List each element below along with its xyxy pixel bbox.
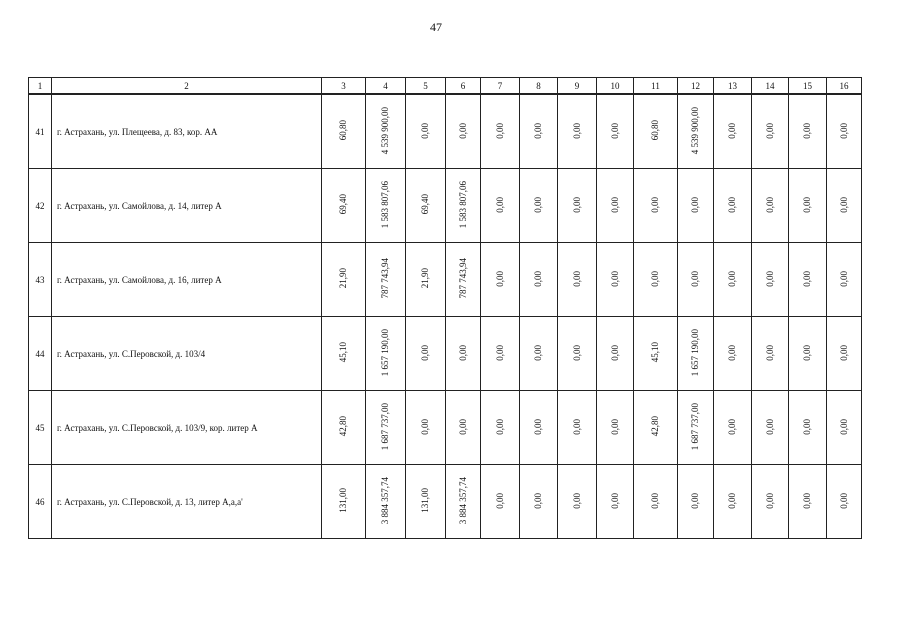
value-text: 0,00 (494, 196, 505, 213)
value-cell (520, 391, 558, 465)
value-cell (322, 317, 366, 391)
value-cell (322, 465, 366, 539)
column-header: 6 (446, 78, 481, 95)
value-text: 0,00 (571, 344, 582, 361)
value-cell (714, 243, 752, 317)
value-text: 0,00 (802, 122, 812, 139)
value-cell (678, 94, 714, 169)
value-cell (789, 243, 827, 317)
value-cell (634, 94, 678, 169)
address-cell: г. Астрахань, ул. С.Перовской, д. 103/9, кор. литер А (52, 391, 322, 465)
row-number: 43 (29, 243, 52, 317)
value-cell (714, 391, 752, 465)
column-header: 11 (634, 78, 678, 95)
value-cell (752, 94, 789, 169)
value-text: 4 539 900,00 (380, 106, 390, 155)
value-cell (789, 94, 827, 169)
value-text: 0,00 (494, 344, 505, 361)
column-header: 10 (597, 78, 634, 95)
address-cell: г. Астрахань, ул. С.Перовской, д. 13, литер А,а,а' (52, 465, 322, 539)
value-cell (558, 169, 597, 243)
value-cell (481, 465, 520, 539)
value-text: 0,00 (690, 492, 700, 509)
table-row (29, 317, 862, 391)
value-cell (752, 169, 789, 243)
value-cell (678, 317, 714, 391)
value-cell (597, 465, 634, 539)
value-cell (366, 243, 406, 317)
value-cell (789, 169, 827, 243)
value-text: 0,00 (838, 122, 849, 139)
table-row (29, 243, 862, 317)
value-text: 0,00 (727, 344, 737, 361)
value-cell (597, 391, 634, 465)
value-text: 0,00 (571, 196, 582, 213)
value-text: 0,00 (609, 196, 620, 213)
value-cell (446, 465, 481, 539)
table-header-row (29, 78, 862, 95)
value-cell (406, 169, 446, 243)
value-cell (446, 391, 481, 465)
value-cell (634, 465, 678, 539)
value-text: 45,10 (338, 342, 348, 363)
value-text: 1 657 190,00 (380, 328, 390, 377)
value-text: 0,00 (838, 492, 849, 509)
value-cell (634, 317, 678, 391)
value-cell (481, 317, 520, 391)
value-text: 787 743,94 (380, 258, 390, 299)
value-text: 0,00 (609, 344, 620, 361)
value-cell (406, 317, 446, 391)
value-cell (752, 465, 789, 539)
value-text: 0,00 (727, 196, 737, 213)
row-number: 44 (29, 317, 52, 391)
value-text: 0,00 (764, 122, 775, 139)
value-cell (558, 94, 597, 169)
column-header: 15 (789, 78, 827, 95)
value-cell (481, 94, 520, 169)
value-cell (789, 317, 827, 391)
value-text: 0,00 (727, 418, 737, 435)
address-cell: г. Астрахань, ул. Самойлова, д. 16, литер А (52, 243, 322, 317)
table-row (29, 391, 862, 465)
value-cell (322, 243, 366, 317)
value-cell (366, 465, 406, 539)
value-text: 0,00 (420, 418, 430, 435)
value-text: 0,00 (690, 270, 700, 287)
value-text: 0,00 (457, 344, 468, 361)
column-header: 5 (406, 78, 446, 95)
column-header: 12 (678, 78, 714, 95)
value-text: 0,00 (764, 492, 775, 509)
value-text: 3 884 357,74 (457, 476, 468, 525)
value-text: 0,00 (838, 196, 849, 213)
value-text: 131,00 (338, 488, 348, 513)
value-cell (366, 169, 406, 243)
value-text: 0,00 (571, 418, 582, 435)
value-text: 21,90 (420, 268, 430, 289)
value-text: 0,00 (650, 492, 660, 509)
value-text: 0,00 (571, 492, 582, 509)
value-cell (634, 169, 678, 243)
value-cell (714, 169, 752, 243)
row-number: 41 (29, 94, 52, 169)
value-cell (827, 465, 862, 539)
value-text: 0,00 (609, 418, 620, 435)
value-cell (481, 169, 520, 243)
value-cell (827, 243, 862, 317)
value-text: 0,00 (420, 344, 430, 361)
value-cell (827, 317, 862, 391)
value-text: 0,00 (727, 122, 737, 139)
address-cell: г. Астрахань, ул. Самойлова, д. 14, литер А (52, 169, 322, 243)
value-text: 0,00 (802, 270, 812, 287)
value-cell (366, 391, 406, 465)
value-cell (752, 317, 789, 391)
column-header: 1 (29, 78, 52, 95)
value-text: 0,00 (764, 344, 775, 361)
table-row (29, 94, 862, 169)
column-header: 4 (366, 78, 406, 95)
data-table (28, 77, 862, 539)
value-text: 0,00 (609, 492, 620, 509)
value-cell (520, 94, 558, 169)
value-text: 0,00 (533, 196, 543, 213)
value-cell (597, 243, 634, 317)
value-text: 21,90 (338, 268, 348, 289)
value-cell (406, 94, 446, 169)
value-cell (322, 94, 366, 169)
value-text: 1 583 807,06 (457, 180, 468, 229)
address-cell: г. Астрахань, ул. Плещеева, д. 83, кор. АА (52, 94, 322, 169)
value-text: 0,00 (764, 196, 775, 213)
address-cell: г. Астрахань, ул. С.Перовской, д. 103/4 (52, 317, 322, 391)
value-text: 42,80 (338, 416, 348, 437)
value-text: 60,80 (650, 120, 660, 141)
value-cell (446, 317, 481, 391)
value-cell (558, 391, 597, 465)
value-text: 0,00 (727, 270, 737, 287)
value-text: 1 583 807,06 (380, 180, 390, 229)
value-text: 0,00 (650, 196, 660, 213)
value-text: 0,00 (802, 196, 812, 213)
value-cell (558, 243, 597, 317)
value-cell (481, 243, 520, 317)
value-text: 1 657 190,00 (690, 328, 700, 377)
column-header: 16 (827, 78, 862, 95)
value-cell (446, 169, 481, 243)
value-cell (520, 465, 558, 539)
value-text: 4 539 900,00 (690, 106, 700, 155)
value-cell (789, 391, 827, 465)
value-text: 60,80 (338, 120, 348, 141)
value-text: 0,00 (494, 492, 505, 509)
value-text: 0,00 (802, 344, 812, 361)
value-cell (634, 391, 678, 465)
value-text: 0,00 (533, 122, 543, 139)
value-cell (446, 94, 481, 169)
value-cell (406, 243, 446, 317)
value-cell (366, 94, 406, 169)
value-text: 45,10 (650, 342, 660, 363)
row-number: 46 (29, 465, 52, 539)
value-text: 0,00 (838, 418, 849, 435)
value-text: 69,40 (420, 194, 430, 215)
page-number: 47 (430, 20, 442, 34)
value-text: 0,00 (727, 492, 737, 509)
column-header: 13 (714, 78, 752, 95)
value-text: 0,00 (533, 492, 543, 509)
table-row (29, 465, 862, 539)
value-cell (678, 169, 714, 243)
value-text: 0,00 (650, 270, 660, 287)
value-cell (597, 317, 634, 391)
value-cell (714, 317, 752, 391)
value-cell (634, 243, 678, 317)
value-text: 1 687 737,00 (380, 402, 390, 451)
value-cell (827, 94, 862, 169)
value-text: 0,00 (533, 418, 543, 435)
column-header: 3 (322, 78, 366, 95)
table-row (29, 169, 862, 243)
value-text: 0,00 (457, 418, 468, 435)
column-header: 14 (752, 78, 789, 95)
value-text: 0,00 (838, 344, 849, 361)
value-cell (481, 391, 520, 465)
value-cell (827, 391, 862, 465)
value-cell (406, 391, 446, 465)
value-cell (752, 391, 789, 465)
value-text: 0,00 (571, 270, 582, 287)
value-text: 0,00 (802, 418, 812, 435)
value-cell (366, 317, 406, 391)
value-cell (446, 243, 481, 317)
value-text: 787 743,94 (457, 258, 468, 299)
value-text: 0,00 (494, 122, 505, 139)
value-cell (827, 169, 862, 243)
value-text: 0,00 (533, 344, 543, 361)
value-cell (714, 465, 752, 539)
value-text: 0,00 (494, 270, 505, 287)
value-text: 1 687 737,00 (690, 402, 700, 451)
value-text: 0,00 (764, 418, 775, 435)
value-text: 42,80 (650, 416, 660, 437)
value-text: 131,00 (420, 488, 430, 513)
value-cell (678, 243, 714, 317)
row-number: 45 (29, 391, 52, 465)
value-cell (678, 465, 714, 539)
value-text: 0,00 (571, 122, 582, 139)
value-cell (520, 243, 558, 317)
value-cell (520, 169, 558, 243)
value-text: 0,00 (457, 122, 468, 139)
value-text: 0,00 (609, 270, 620, 287)
value-text: 3 884 357,74 (380, 476, 390, 525)
value-cell (406, 465, 446, 539)
value-cell (752, 243, 789, 317)
value-cell (322, 391, 366, 465)
value-text: 69,40 (338, 194, 348, 215)
value-text: 0,00 (690, 196, 700, 213)
value-text: 0,00 (533, 270, 543, 287)
value-text: 0,00 (609, 122, 620, 139)
value-text: 0,00 (494, 418, 505, 435)
value-text: 0,00 (420, 122, 430, 139)
value-cell (322, 169, 366, 243)
value-text: 0,00 (838, 270, 849, 287)
value-cell (597, 169, 634, 243)
value-cell (597, 94, 634, 169)
column-header: 7 (481, 78, 520, 95)
value-cell (789, 465, 827, 539)
column-header: 2 (52, 78, 322, 95)
value-cell (520, 317, 558, 391)
column-header: 8 (520, 78, 558, 95)
value-text: 0,00 (802, 492, 812, 509)
value-cell (558, 317, 597, 391)
value-cell (714, 94, 752, 169)
value-cell (558, 465, 597, 539)
row-number: 42 (29, 169, 52, 243)
column-header: 9 (558, 78, 597, 95)
value-cell (678, 391, 714, 465)
value-text: 0,00 (764, 270, 775, 287)
